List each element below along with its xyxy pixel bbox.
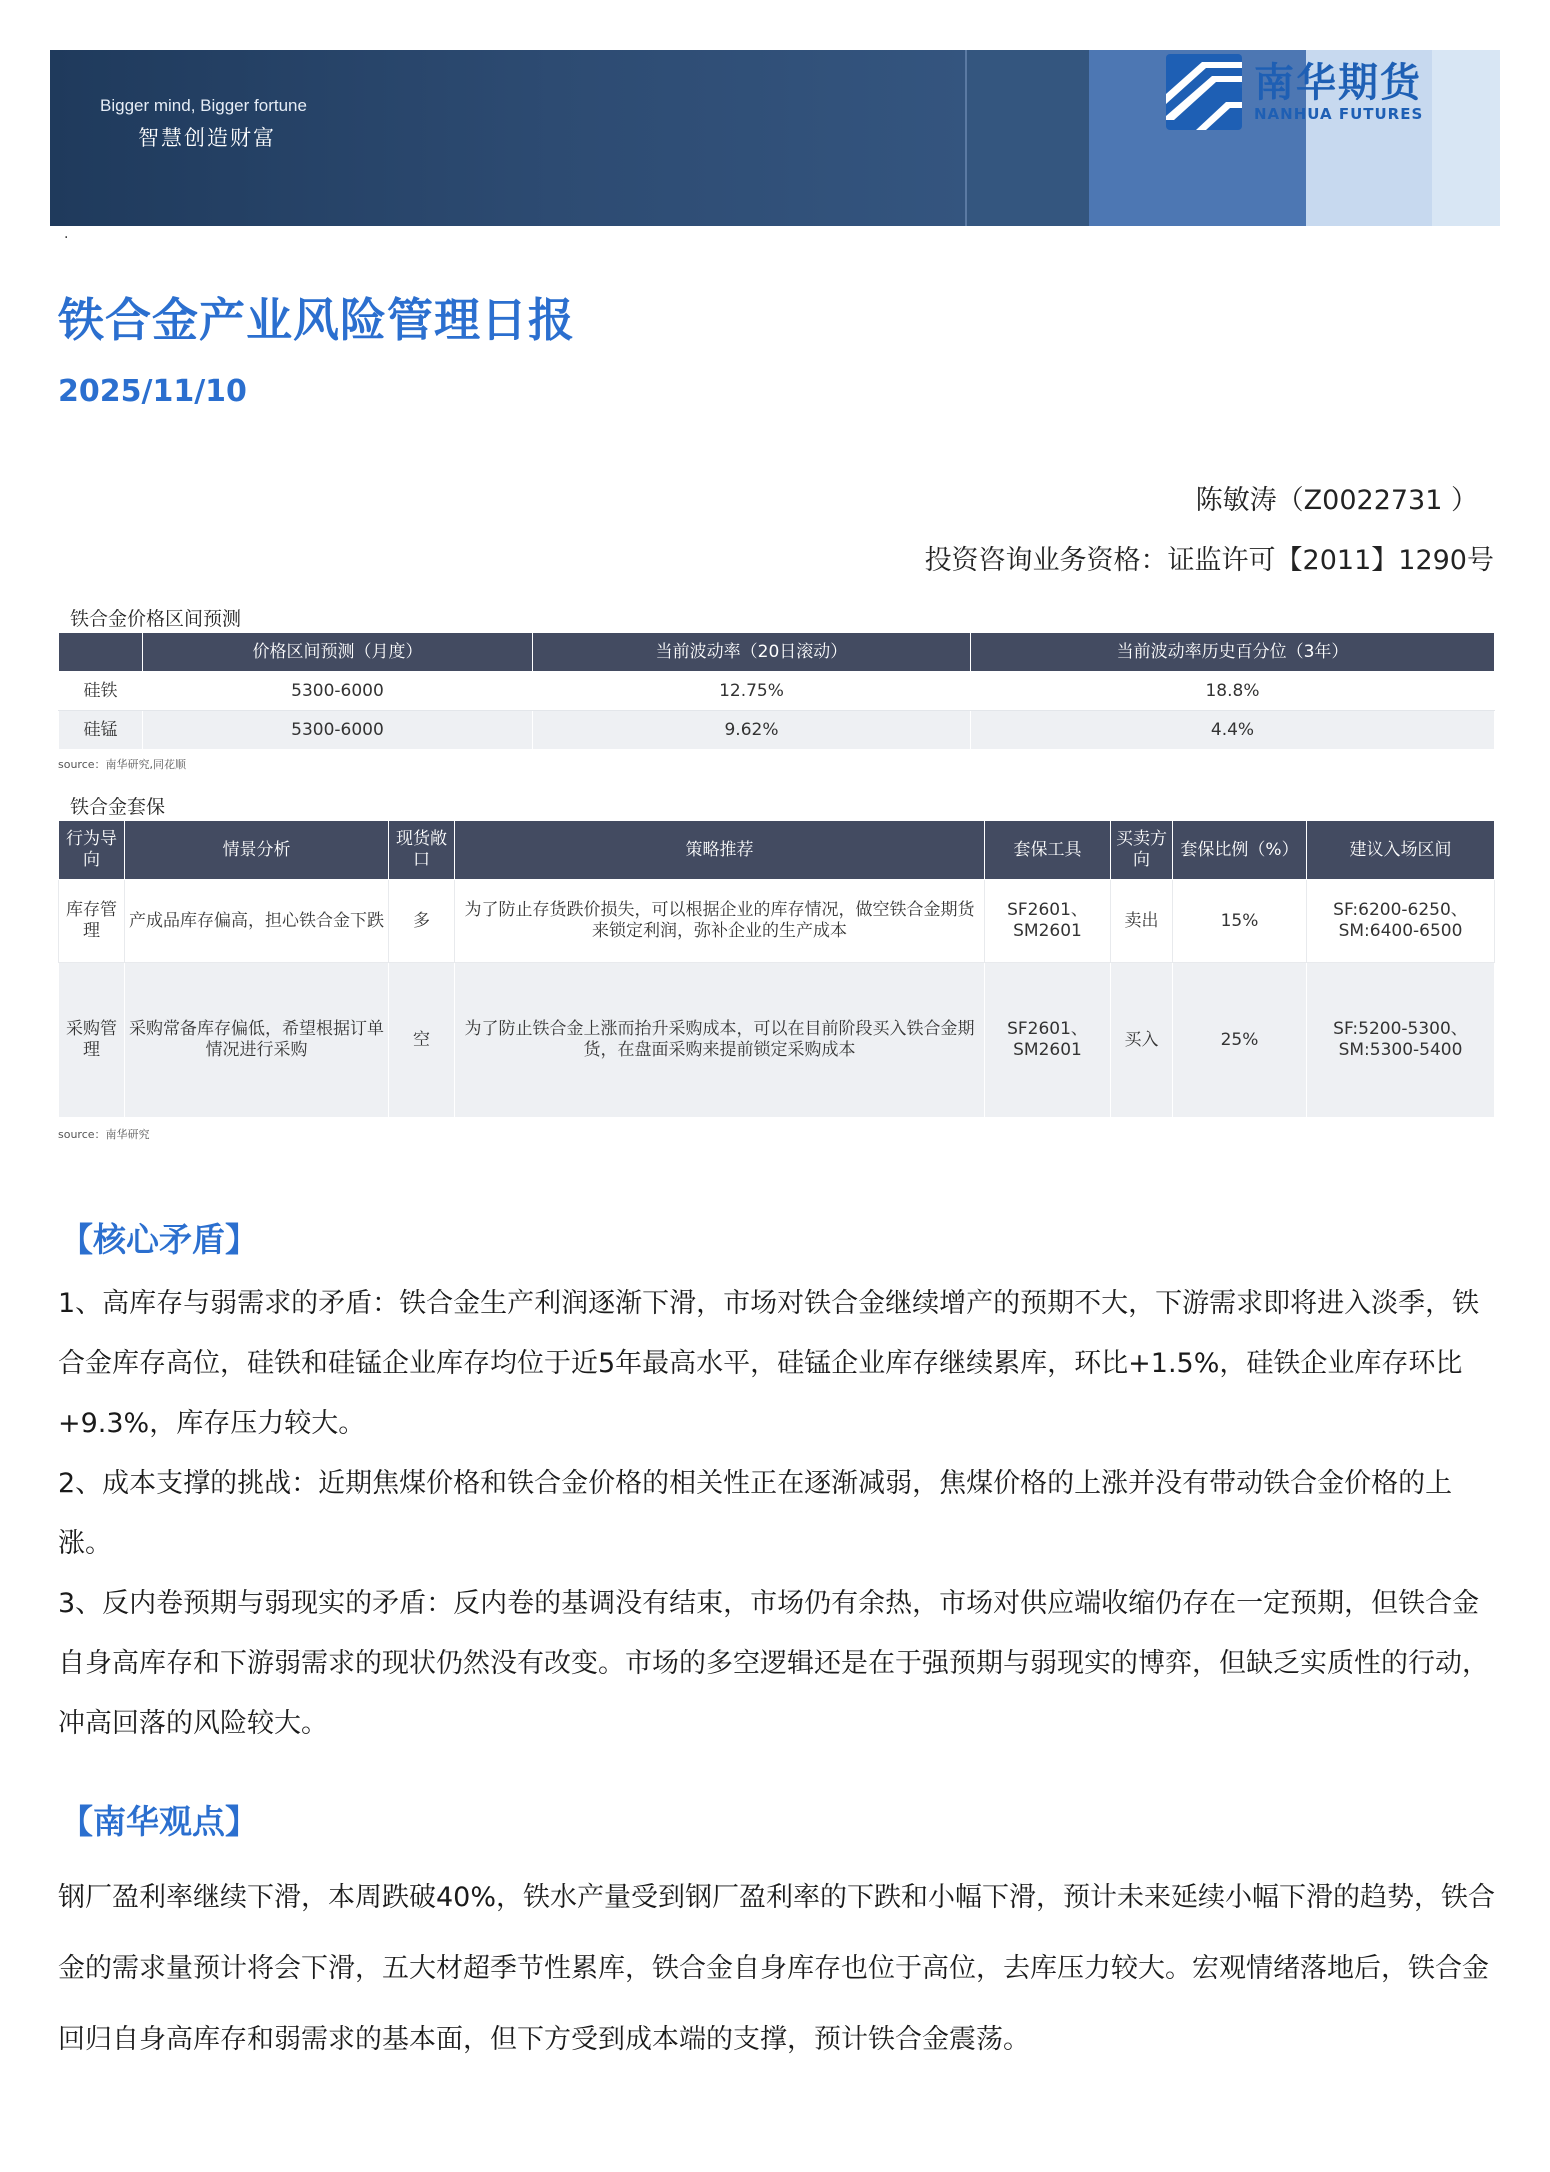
slogan-chinese: 智慧创造财富: [138, 126, 276, 150]
table-cell: 12.75%: [533, 672, 971, 711]
view-section-heading: 【南华观点】: [60, 1802, 258, 1841]
header-cell: 价格区间预测（月度）: [143, 633, 533, 672]
hedge-strategy-table: [58, 820, 1495, 1118]
core-section-heading: 【核心矛盾】: [60, 1220, 258, 1259]
table-cell: 9.62%: [533, 711, 971, 750]
banner-stripe: [965, 50, 1089, 226]
table-row: [59, 672, 1495, 711]
table-cell: 买入: [1111, 963, 1173, 1118]
header-cell: 当前波动率（20日滚动）: [533, 633, 971, 672]
header-cell: [59, 633, 143, 672]
table-cell: 卖出: [1111, 880, 1173, 963]
table-cell: 产成品库存偏高，担心铁合金下跌: [125, 880, 389, 963]
hedge-table-title: 铁合金套保: [70, 796, 166, 818]
table-cell: 为了防止存货跌价损失，可以根据企业的库存情况，做空铁合金期货来锁定利润，弥补企业的生产成本: [455, 880, 985, 963]
logo-chinese-name: 南华期货: [1254, 60, 1422, 106]
table-cell: SF2601、SM2601: [985, 963, 1111, 1118]
header-cell: 买卖方向: [1111, 821, 1173, 880]
company-logo: [1166, 54, 1423, 130]
view-paragraph: 钢厂盈利率继续下滑，本周跌破40%，铁水产量受到钢厂盈利率的下跌和小幅下滑，预计未来延续小幅下滑的趋势，铁合金的需求量预计将会下滑，五大材超季节性累库，铁合金自身库存也位于高位，去库压力较大。宏观情绪落地后，铁合金回归自身高库存和弱需求的基本面，但下方受到成本端的支撑，预计铁合金震荡。: [58, 1882, 1496, 2055]
author-line: 陈敏涛（Z0022731 ）: [1195, 485, 1478, 516]
header-cell: 套保工具: [985, 821, 1111, 880]
report-date: 2025/11/10: [58, 374, 247, 409]
table-cell: 18.8%: [971, 672, 1495, 711]
table-row: [59, 963, 1495, 1118]
table-cell: SF2601、SM2601: [985, 880, 1111, 963]
core-paragraph-2: 2、成本支撑的挑战：近期焦煤价格和铁合金价格的相关性正在逐渐减弱，焦煤价格的上涨并没有带动铁合金价格的上涨。: [58, 1468, 1453, 1559]
report-title: 铁合金产业风险管理日报: [58, 293, 575, 347]
table-cell: 硅铁: [59, 672, 143, 711]
price-forecast-table: [58, 632, 1495, 750]
slogan-english: Bigger mind, Bigger fortune: [100, 96, 307, 115]
table-header-row: [59, 821, 1495, 880]
core-paragraph-3: 3、反内卷预期与弱现实的矛盾：反内卷的基调没有结束，市场仍有余热，市场对供应端收缩仍存在一定预期，但铁合金自身高库存和下游弱需求的现状仍然没有改变。市场的多空逻辑还是在于强预期与弱现实的博弈，但缺乏实质性的行动，冲高回落的风险较大。: [58, 1588, 1489, 1739]
table-cell: 采购常备库存偏低，希望根据订单情况进行采购: [125, 963, 389, 1118]
header-cell: 策略推荐: [455, 821, 985, 880]
header-cell: 情景分析: [125, 821, 389, 880]
table-cell: 4.4%: [971, 711, 1495, 750]
nanhua-logo-icon: [1166, 54, 1242, 130]
separator-dot: ·: [64, 230, 69, 246]
table-cell: 15%: [1173, 880, 1307, 963]
table-header-row: [59, 633, 1495, 672]
table-cell: 5300-6000: [143, 711, 533, 750]
hedge-table-source: source：南华研究: [58, 1128, 150, 1141]
table-cell: 硅锰: [59, 711, 143, 750]
header-cell: 建议入场区间: [1307, 821, 1495, 880]
table-cell: 采购管理: [59, 963, 125, 1118]
table-row: [59, 711, 1495, 750]
header-cell: 现货敞口: [389, 821, 455, 880]
header-cell: 套保比例（%）: [1173, 821, 1307, 880]
header-cell: 当前波动率历史百分位（3年）: [971, 633, 1495, 672]
table-row: [59, 880, 1495, 963]
core-paragraph-1: 1、高库存与弱需求的矛盾：铁合金生产利润逐渐下滑，市场对铁合金继续增产的预期不大，下游需求即将进入淡季，铁合金库存高位，硅铁和硅锰企业库存均位于近5年最高水平，硅锰企业库存继续累库，环比+1.5%，硅铁企业库存环比+9.3%，库存压力较大。: [58, 1288, 1480, 1439]
price-table-source: source：南华研究,同花顺: [58, 758, 187, 771]
logo-english-name: NANHUA FUTURES: [1254, 105, 1424, 123]
table-cell: 25%: [1173, 963, 1307, 1118]
price-table-title: 铁合金价格区间预测: [70, 608, 242, 630]
license-line: 投资咨询业务资格：证监许可【2011】1290号: [924, 545, 1494, 576]
header-cell: 行为导向: [59, 821, 125, 880]
table-cell: 5300-6000: [143, 672, 533, 711]
table-cell: 多: [389, 880, 455, 963]
table-cell: 空: [389, 963, 455, 1118]
table-cell: SF:5200-5300、SM:5300-5400: [1307, 963, 1495, 1118]
table-cell: SF:6200-6250、SM:6400-6500: [1307, 880, 1495, 963]
table-cell: 库存管理: [59, 880, 125, 963]
table-cell: 为了防止铁合金上涨而抬升采购成本，可以在目前阶段买入铁合金期货，在盘面采购来提前锁定采购成本: [455, 963, 985, 1118]
